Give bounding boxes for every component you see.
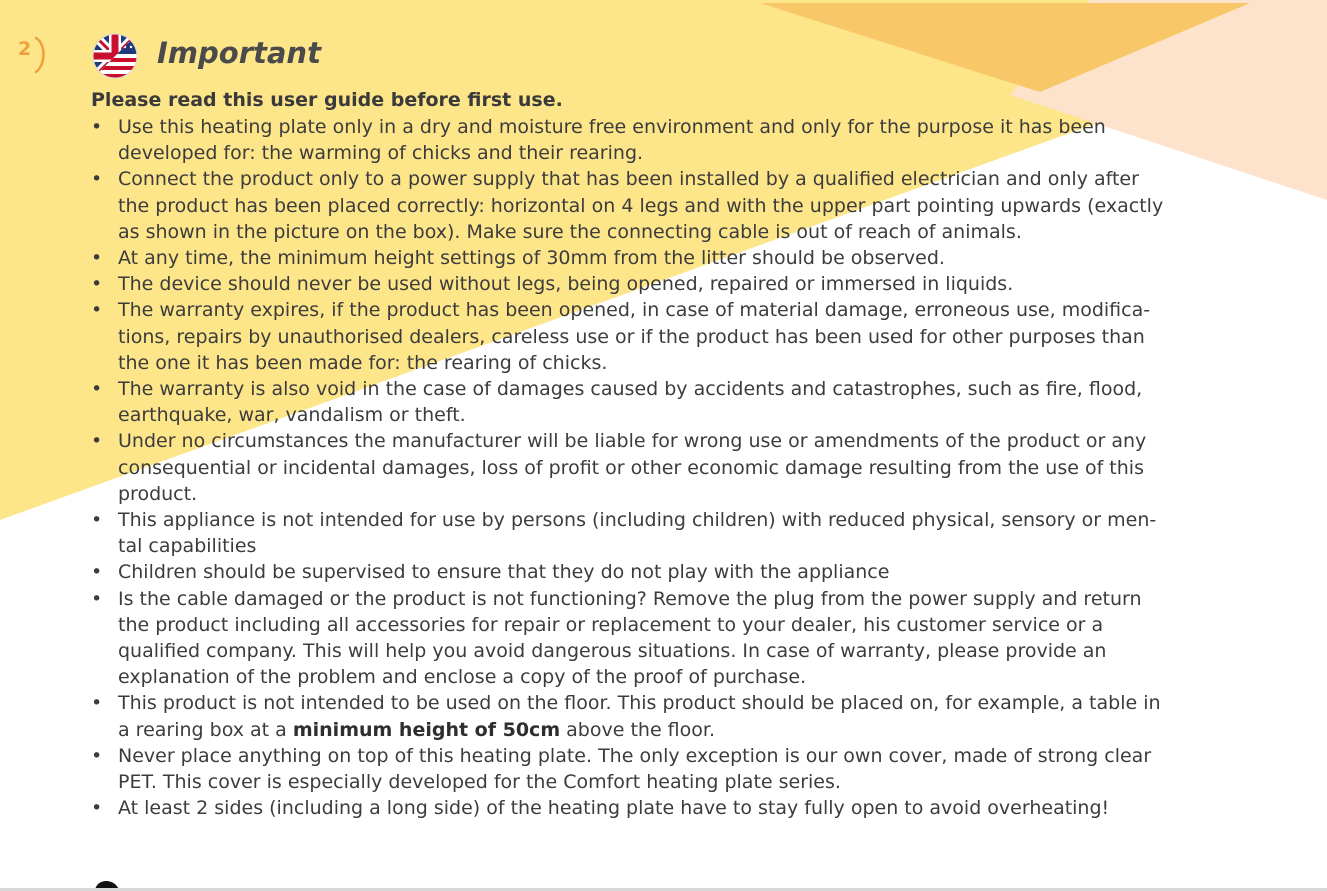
list-item	[91, 297, 1171, 376]
page-number-badge	[14, 34, 48, 74]
list-item-text: Under no circumstances the manufacturer will be liable for wrong use or amendments of the product or any consequential or incidental damages, loss of profit or other economic damage resulting from the use of this product.	[118, 430, 1147, 505]
list-item-text: The warranty is also void in the case of damages caused by accidents and catastrophes, such as fire, flood, earthquake, war, vandalism or theft.	[118, 378, 1143, 427]
list-item	[91, 376, 1171, 428]
list-item-text: The device should never be used without legs, being opened, repaired or immersed in liquids.	[118, 273, 1014, 296]
list-item	[91, 271, 1171, 297]
bullet-icon: •	[91, 168, 103, 191]
list-item	[91, 586, 1171, 691]
bullet-icon: •	[91, 273, 103, 296]
list-item-text: Never place anything on top of this heating plate. The only exception is our own cover, made of strong clear PET. This cover is especially developed for the Comfort heating plate series.	[118, 744, 1152, 794]
list-item	[91, 428, 1171, 507]
bullet-icon: •	[91, 561, 103, 584]
list-item-text: Use this heating plate only in a dry and moisture free environment and only for the purpose it has been developed for: the warming of chicks and their rearing.	[118, 116, 1106, 165]
page-number: 2	[18, 38, 32, 60]
list-item-text: This appliance is not intended for use by persons (including children) with reduced physical, sensory or men-tal capabilities	[118, 509, 1157, 558]
list-item	[91, 795, 1171, 821]
bullet-icon: •	[91, 744, 103, 767]
list-item-text: Connect the product only to a power supply that has been installed by a qualified electrician and only after the product has been placed correctly: horizontal on 4 legs and with the upper part pointing upwards (exactly as shown in the picture on the box). Make sure the connecting cable is out of reach of animals.	[118, 168, 1164, 243]
page-title: Important	[157, 36, 321, 70]
bullet-icon: •	[91, 692, 103, 715]
list-item-text: At least 2 sides (including a long side) of the heating plate have to stay fully open to avoid overheating!	[118, 797, 1110, 820]
uk-us-flag-icon	[91, 32, 139, 80]
bullet-icon: •	[91, 587, 103, 610]
list-item	[91, 166, 1171, 245]
list-item-text: The warranty expires, if the product has been opened, in case of material damage, erroneous use, modifica-tions, repairs by unauthorised dealers, careless use or if the product has been used for other purposes than the one it has been made for: the rearing of chicks.	[118, 299, 1151, 374]
bullet-icon: •	[91, 299, 103, 322]
bullet-icon: •	[91, 797, 103, 820]
list-item-text: Is the cable damaged or the product is not functioning? Remove the plug from the power supply and return the product including all accessories for repair or replacement to your dealer, his customer service or a qualified company. This will help you avoid dangerous situations. In case of warranty, please provide an explanation of the problem and enclose a copy of the proof of purchase.	[118, 587, 1142, 689]
bullet-icon: •	[91, 378, 103, 401]
intro-text: Please read this user guide before first use.	[91, 89, 563, 111]
list-item	[91, 559, 1171, 585]
bullet-icon: •	[91, 509, 103, 532]
bullet-icon: •	[91, 116, 103, 138]
list-item-emphasis: minimum height of 50cm	[292, 718, 561, 741]
list-item	[91, 507, 1171, 559]
bullet-icon: •	[91, 430, 103, 453]
list-item	[91, 743, 1171, 795]
list-item	[91, 245, 1171, 271]
list-item	[91, 690, 1171, 742]
safety-rules-list	[91, 114, 1171, 821]
list-item-text: This product is not intended to be used on the floor. This product should be placed on, for example, a table in a rearing box at a	[118, 692, 1161, 741]
bullet-icon: •	[91, 247, 103, 270]
list-item-text: above the floor.	[560, 718, 716, 741]
list-item	[91, 114, 1171, 166]
list-item-text: Children should be supervised to ensure that they do not play with the appliance	[118, 561, 890, 584]
list-item-text: At any time, the minimum height settings of 30mm from the litter should be observed.	[118, 247, 945, 270]
